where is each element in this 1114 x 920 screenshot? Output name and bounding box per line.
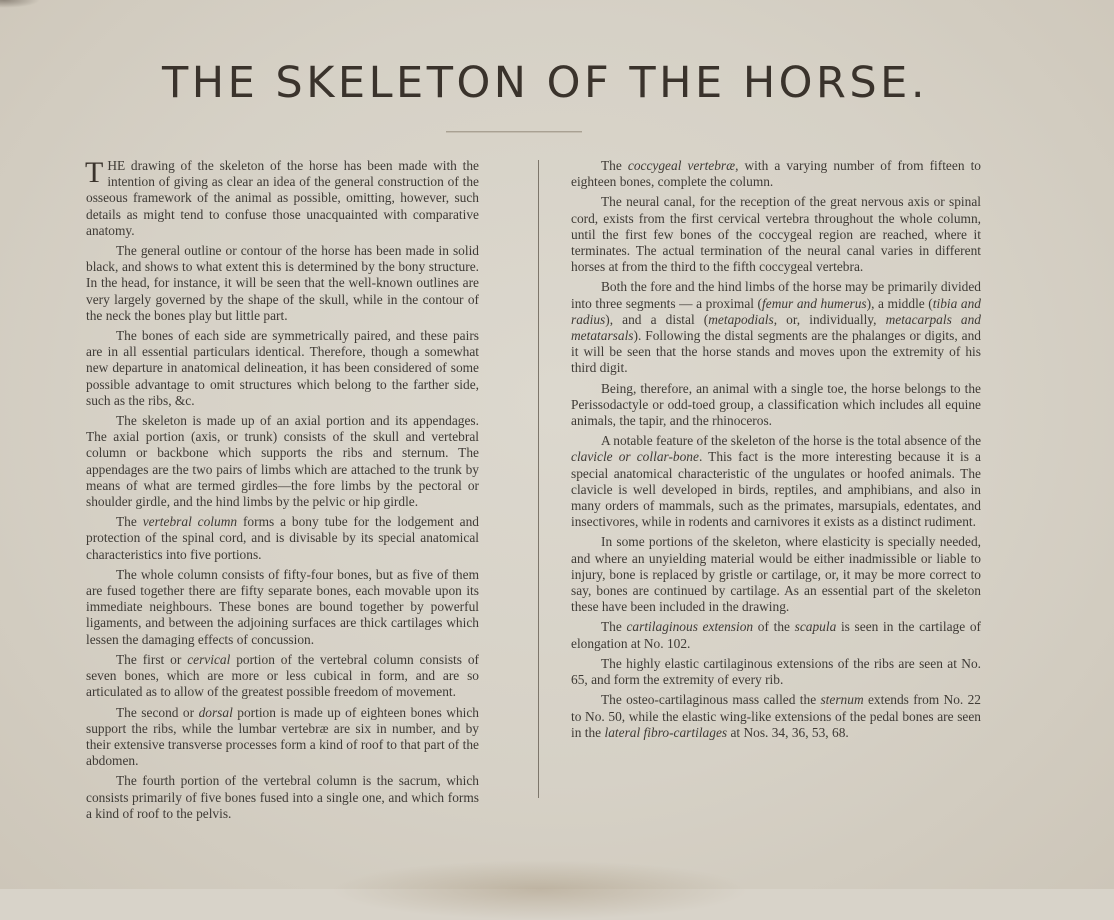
- title-rule: [446, 131, 582, 133]
- paragraph: [86, 514, 479, 563]
- paragraph: In some portions of the skeleton, where elasticity is specially needed, and where an unyielding material would be either inadmissible or liable to injury, bone is replaced by gristle or cartilage, or, it may be more correct to say, bones are continued by cartilage. As an essential part of the skeleton these have been included in the drawing.: [571, 534, 981, 615]
- corner-stain: [0, 0, 40, 8]
- paragraph-text: The first or: [116, 651, 188, 667]
- paragraph-text: The osteo-cartilaginous mass called the: [601, 692, 821, 708]
- emphasis: cartilaginous extension: [626, 619, 754, 635]
- paragraph-text: ), and a distal (: [605, 311, 709, 327]
- paragraph: [86, 158, 479, 239]
- paragraph-text: , with a varying number of from fifteen to eighteen bones, complete the column.: [571, 158, 981, 190]
- page-title: THE SKELETON OF THE HORSE.: [161, 58, 929, 108]
- paragraph: [571, 279, 981, 376]
- paragraph-text: ), a middle (: [866, 295, 933, 311]
- emphasis: coccygeal vertebræ: [627, 158, 736, 173]
- paragraph-text: The: [601, 158, 628, 173]
- paragraph: The highly elastic cartilaginous extensions of the ribs are seen at No. 65, and form the extremity of every rib.: [571, 655, 981, 688]
- paragraph: [571, 619, 981, 651]
- paragraph: The neural canal, for the reception of the great nervous axis or spinal cord, exists from the first cervical vertebra throughout the whole column, until the first few bones of the coccygeal region are reached, where it terminates. The actual termination of the neural canal varies in different horses at from the third to the fifth coccygeal vertebra.: [571, 194, 981, 275]
- paragraph: The fourth portion of the vertebral column is the sacrum, which consists primarily of five bones fused into a single one, and which forms a kind of roof to the pelvis.: [86, 773, 479, 821]
- paragraph: Being, therefore, an animal with a single toe, the horse belongs to the Perissodactyle or odd-toed group, a classification which includes all equine animals, the tapir, and the rhinoceros.: [571, 380, 981, 429]
- paragraph: The skeleton is made up of an axial portion and its appendages. The axial portion (axis, or trunk) consists of the skull and vertebral column or backbone which supports the ribs and sternum. The appendages are the two pairs of limbs which are attached to the trunk by means of what are termed girdles—the fore limbs by the pectoral or shoulder girdle, and the hind limbs by the pelvic or hip girdle.: [86, 413, 479, 510]
- column-divider: [538, 160, 539, 798]
- emphasis: metacarpals and metatarsals: [571, 311, 981, 344]
- emphasis: clavicle or collar-bone: [571, 449, 699, 465]
- paragraph: [571, 692, 981, 741]
- paragraph: The whole column consists of fifty-four bones, but as five of them are fused together there are fifty separate bones, each movable upon its immediate neighbours. These bones are bound together by powerful ligaments, and between the adjoining surfaces are thick cartilages which lessen the damaging effects of concussion.: [86, 566, 479, 647]
- emphasis: sternum: [820, 692, 864, 708]
- paragraph-text: extends from No. 22 to No. 50, while the elastic wing-like extensions of the pedal bones are seen in the: [571, 692, 981, 740]
- emphasis: metapodials: [708, 311, 774, 327]
- paragraph-text: The: [116, 514, 143, 530]
- paragraph-text: HE drawing of the skeleton of the horse has been made with the intention of giving as clear an idea of the general construction of the osseous framework of the animal as possible, omitting, however, such details as might tend to confuse those unacquainted with comparative anatomy.: [86, 158, 479, 238]
- paragraph-text: , or, individually,: [773, 311, 886, 327]
- paragraph: [86, 652, 479, 701]
- paragraph-text: Both the fore and the hind limbs of the horse may be primarily divided into three segments — a proximal (: [571, 279, 981, 311]
- paragraph-text: portion of the vertebral column consists of seven bones, which are more or less cubical in form, and are so articulated as to allow of the greatest possible freedom of movement.: [86, 651, 480, 700]
- drop-cap: T: [85, 156, 104, 189]
- paragraph-text: The: [601, 619, 627, 635]
- paragraph-text: ). Following the distal segments are the phalanges or digits, and it will be seen that the horse stands and moves upon the extremity of his third digit.: [571, 328, 981, 376]
- paragraph: The general outline or contour of the horse has been made in solid black, and shows to what extent this is determined by the bony structure. In the head, for instance, it will be seen that the well-known outlines are very largely governed by the shape of the skull, while in the contour of the neck the bones play but little part.: [86, 243, 479, 323]
- right-column: [571, 158, 981, 745]
- paragraph-text: at Nos. 34, 36, 53, 68.: [727, 724, 849, 740]
- paragraph-text: is seen in the cartilage of elongation at No. 102.: [571, 619, 981, 651]
- paragraph-text: of the: [753, 619, 795, 635]
- paragraph: [571, 433, 981, 530]
- emphasis: tibia and radius: [571, 295, 981, 327]
- emphasis: vertebral column: [142, 514, 238, 530]
- paragraph-text: The second or: [116, 704, 199, 720]
- left-column: [86, 158, 479, 826]
- emphasis: cervical: [187, 651, 231, 667]
- paragraph-text: portion is made up of eighteen bones which support the ribs, while the lumbar vertebræ are six in number, and by their extensive transverse processes form a kind of roof to that part of the abdomen.: [86, 704, 479, 769]
- emphasis: dorsal: [198, 704, 233, 720]
- paragraph-text: forms a bony tube for the lodgement and protection of the spinal cord, and is divisable by its special anatomical characteristics into five portions.: [86, 514, 479, 562]
- bottom-stain: [330, 860, 750, 920]
- paragraph-text: A notable feature of the skeleton of the horse is the total absence of the: [601, 433, 982, 449]
- paragraph: [571, 158, 981, 190]
- emphasis: lateral fibro-cartilages: [604, 724, 728, 740]
- paragraph: The bones of each side are symmetrically paired, and these pairs are in all essential particulars identical. Therefore, though a somewhat new departure in anatomical delineation, it has been considered of some possible advantage to omit structures which belong to the farther side, such as the ribs, &c.: [86, 328, 479, 408]
- emphasis: scapula: [794, 619, 837, 635]
- paragraph: [86, 705, 479, 770]
- paragraph-text: . This fact is the more interesting because it is a special anatomical characteristic of the ungulates or hoofed animals. The clavicle is well developed in birds, reptiles, and amphibians, and also in many orders of mammals, such as the primates, marsupials, edentates, and insectivores, while in rodents and carnivores it exists as a distinct rudiment.: [571, 449, 981, 530]
- emphasis: femur and humerus: [762, 295, 867, 311]
